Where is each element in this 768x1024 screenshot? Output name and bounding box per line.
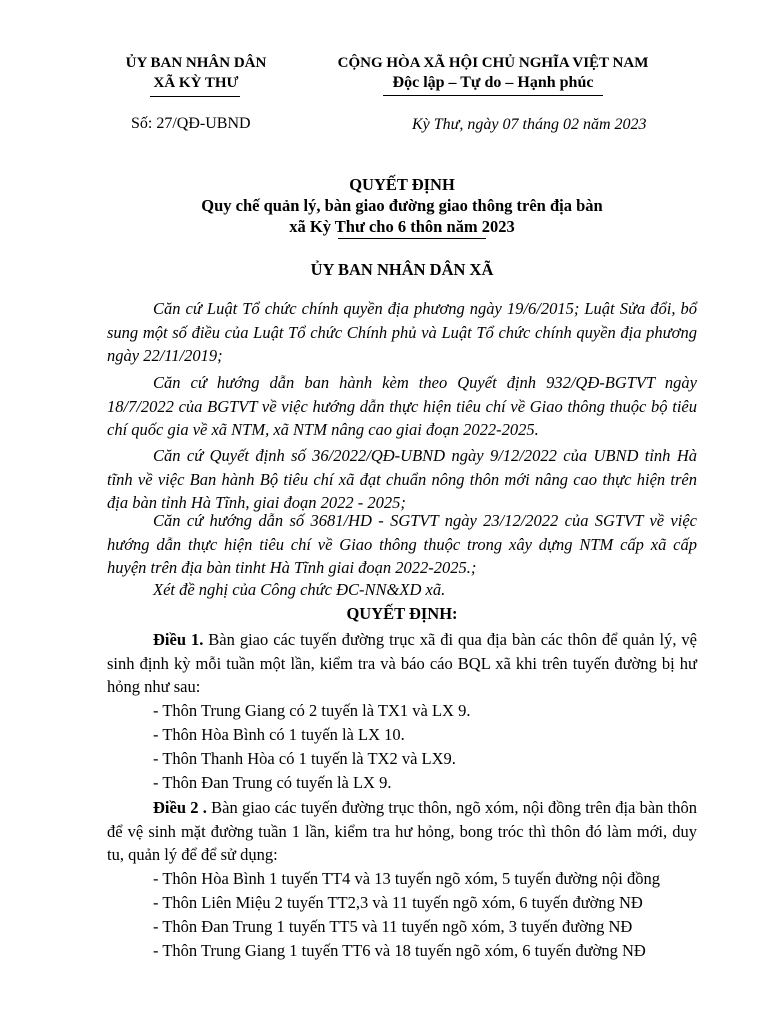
- article-1-item: - Thôn Trung Giang có 2 tuyến là TX1 và LX 9.: [153, 701, 471, 720]
- document-title: QUYẾT ĐỊNH: [349, 175, 455, 194]
- motto-underline: [383, 95, 603, 96]
- decision-heading: QUYẾT ĐỊNH:: [346, 604, 458, 623]
- article-2: [107, 796, 697, 867]
- document-subtitle-1: Quy chế quản lý, bàn giao đường giao thông trên địa bàn: [201, 196, 603, 215]
- org-commune: XÃ KỲ THƯ: [153, 75, 239, 91]
- document-subtitle-2: xã Kỳ Thư cho 6 thôn năm 2023: [289, 217, 515, 236]
- article-2-item: - Thôn Trung Giang 1 tuyến TT6 và 18 tuyến ngõ xóm, 6 tuyến đường NĐ: [153, 941, 646, 960]
- article-2-item: - Thôn Liên Miệu 2 tuyến TT2,3 và 11 tuyến ngõ xóm, 6 tuyến đường NĐ: [153, 893, 643, 912]
- article-1: [107, 628, 697, 699]
- national-motto: Độc lập – Tự do – Hạnh phúc: [392, 74, 594, 91]
- article-1-item: - Thôn Hòa Bình có 1 tuyến là LX 10.: [153, 725, 405, 744]
- article-2-item: - Thôn Hòa Bình 1 tuyến TT4 và 13 tuyến ngõ xóm, 5 tuyến đường nội đồng: [153, 869, 660, 888]
- issuing-authority: ỦY BAN NHÂN DÂN XÃ: [310, 260, 494, 279]
- preamble-3: Căn cứ Quyết định số 36/2022/QĐ-UBND ngày 9/12/2022 của UBND tỉnh Hà tĩnh về việc Ban hành Bộ tiêu chí xã đạt chuẩn nông thôn mới nâng cao thực hiện trên địa bàn tỉnh Hà Tĩnh, giai đoạn 2022 - 2025;: [107, 446, 697, 512]
- org-name: ỦY BAN NHÂN DÂN: [125, 55, 267, 71]
- place-date: Kỳ Thư, ngày 07 tháng 02 năm 2023: [412, 116, 647, 133]
- article-2-item: - Thôn Đan Trung 1 tuyến TT5 và 11 tuyến ngõ xóm, 3 tuyến đường NĐ: [153, 917, 633, 936]
- title-underline: [338, 238, 486, 239]
- article-1-item: - Thôn Đan Trung có tuyến là LX 9.: [153, 773, 392, 792]
- article-1-item: - Thôn Thanh Hòa có 1 tuyến là TX2 và LX9.: [153, 749, 456, 768]
- article-1-label: Điều 1.: [153, 630, 204, 649]
- document-number: Số: 27/QĐ-UBND: [131, 115, 251, 132]
- preamble-1: Căn cứ Luật Tổ chức chính quyền địa phương ngày 19/6/2015; Luật Sửa đổi, bổ sung một số điều của Luật Tổ chức Chính phủ và Luật Tổ chức chính quyền địa phương ngày 22/11/2019;: [107, 299, 697, 365]
- country-name: CỘNG HÒA XÃ HỘI CHỦ NGHĨA VIỆT NAM: [337, 55, 649, 71]
- preamble-4: Căn cứ hướng dẫn số 3681/HD - SGTVT ngày 23/12/2022 của SGTVT về việc hướng dẫn thực hiện tiêu chí về Giao thông thuộc trong xây dựng NTM cấp xã cấp huyện trên địa bàn tinht Hà Tĩnh giai đoạn 2022-2025.;: [107, 511, 697, 577]
- preamble-2: Căn cứ hướng dẫn ban hành kèm theo Quyết định 932/QĐ-BGTVT ngày 18/7/2022 của BGTVT về việc hướng dẫn thực hiện tiêu chí về Giao thông thuộc bộ tiêu chí quốc gia về xã NTM, xã NTM nâng cao giai đoạn 2022-2025.: [107, 373, 697, 439]
- article-2-text: Bàn giao các tuyến đường trục thôn, ngõ xóm, nội đồng trên địa bàn thôn để vệ sinh mặt đường tuần 1 lần, kiểm tra hư hỏng, bong tróc thì thôn đó làm mới, duy tu, quản lý để để sử dụng:: [107, 798, 698, 864]
- article-2-label: Điều 2 .: [153, 798, 207, 817]
- preamble-5: Xét đề nghị của Công chức ĐC-NN&XD xã.: [153, 580, 446, 599]
- org-underline: [150, 96, 240, 97]
- article-1-text: Bàn giao các tuyến đường trục xã đi qua địa bàn các thôn để quản lý, vệ sinh định kỳ mỗi tuần một lần, kiểm tra và báo cáo BQL xã khi trên tuyến đường bị hư hỏng như sau:: [107, 630, 698, 696]
